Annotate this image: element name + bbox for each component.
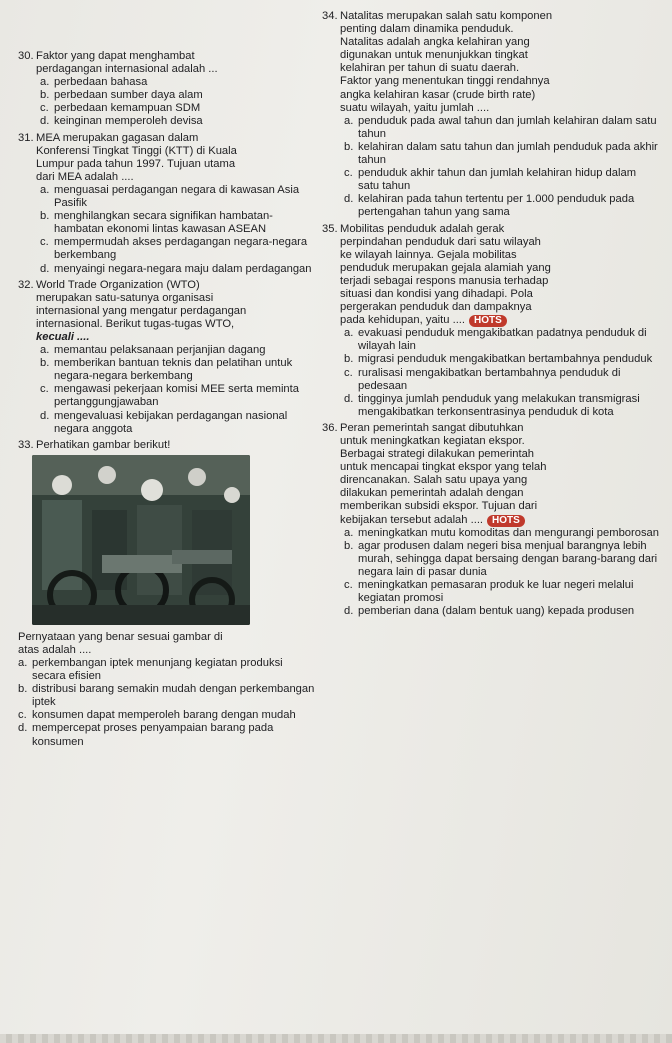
answer-option[interactable]: [340, 141, 660, 167]
option-letter: c.: [40, 236, 49, 249]
option-letter: d.: [40, 115, 50, 128]
option-letter: c.: [344, 579, 353, 592]
answer-option[interactable]: [340, 327, 660, 353]
option-letter: a.: [344, 526, 354, 539]
hots-badge: HOTS: [469, 315, 507, 327]
answer-option[interactable]: [36, 102, 316, 115]
option-letter: b.: [40, 210, 50, 223]
option-letter: a.: [40, 344, 50, 357]
option-text: perbedaan kemampuan SDM: [54, 102, 201, 115]
option-text: mengawasi pekerjaan komisi MEE serta meminta pertanggungjawaban: [54, 383, 299, 409]
answer-option[interactable]: [36, 115, 316, 128]
option-text: memberikan bantuan teknis dan pelatihan untuk negara-negara berkembang: [54, 357, 293, 383]
question-stem-line: direncanakan. Salah satu upaya yang: [340, 474, 528, 487]
answer-option[interactable]: [340, 540, 660, 579]
option-text: perbedaan sumber daya alam: [54, 89, 203, 102]
answer-option[interactable]: [36, 236, 316, 262]
motorcycle-assembly-photo: [32, 455, 250, 625]
answer-option[interactable]: [340, 115, 660, 141]
question-33: [18, 439, 316, 749]
question-stem-line: [340, 314, 660, 327]
question-31: [18, 132, 316, 276]
option-text: penduduk pada awal tahun dan jumlah kelahiran dalam satu tahun: [358, 114, 657, 140]
hots-badge: HOTS: [487, 515, 525, 527]
question-stem-line: Lumpur pada tahun 1997. Tujuan utama: [36, 157, 236, 170]
option-text: kelahiran dalam satu tahun dan jumlah penduduk pada akhir tahun: [358, 140, 658, 167]
question-stem-line: MEA merupakan gagasan dalam: [36, 131, 199, 144]
option-letter: c.: [344, 167, 353, 180]
question-stem-text: kebijakan tersebut adalah ....: [340, 513, 484, 526]
option-text: penduduk akhir tahun dan jumlah kelahiran hidup dalam satu tahun: [358, 167, 637, 193]
option-text: menghilangkan secara signifikan hambatan-hambatan ekonomi lintas kawasan ASEAN: [54, 210, 273, 236]
option-text: keinginan memperoleh devisa: [54, 115, 203, 128]
question-stem-line: dari MEA adalah ....: [36, 170, 134, 183]
question-stem-line: Natalitas adalah angka kelahiran yang: [340, 36, 530, 49]
option-text: agar produsen dalam negeri bisa menjual barangnya lebih murah, sehingga dapat bersaing dengan barang-barang dari negara lain di pasar dunia: [358, 539, 658, 578]
question-stem-emphasis: kecuali ....: [36, 330, 90, 343]
question-stem-line: Pernyataan yang benar sesuai gambar di: [18, 630, 223, 643]
question-stem-line: pergerakan penduduk dan dampaknya: [340, 301, 532, 314]
option-letter: a.: [344, 114, 354, 127]
answer-option[interactable]: [340, 579, 660, 605]
option-letter: d.: [344, 392, 354, 405]
question-number: 33.: [18, 438, 34, 451]
option-letter: d.: [344, 605, 354, 618]
answer-option[interactable]: [340, 367, 660, 393]
option-text: ruralisasi mengakibatkan bertambahnya penduduk di pedesaan: [358, 366, 621, 392]
option-letter: d.: [40, 409, 50, 422]
question-stem-line: angka kelahiran kasar (crude birth rate): [340, 88, 536, 101]
option-letter: b.: [18, 683, 28, 696]
option-text: menyaingi negara-negara maju dalam perdagangan: [54, 262, 312, 275]
question-stem-line: dilakukan pemerintah adalah dengan: [340, 487, 524, 500]
question-stem-line: Berbagai strategi dilakukan pemerintah: [340, 448, 535, 461]
question-stem-line: Faktor yang menentukan tinggi rendahnya: [340, 75, 550, 88]
answer-option[interactable]: [36, 210, 316, 236]
right-column: [322, 10, 660, 621]
option-text: migrasi penduduk mengakibatkan bertambahnya penduduk: [358, 353, 653, 366]
question-stem-text: pada kehidupan, yaitu ....: [340, 314, 466, 327]
question-stem-line: Natalitas merupakan salah satu komponen: [340, 10, 553, 22]
option-letter: b.: [40, 357, 50, 370]
option-text: kelahiran pada tahun tertentu per 1.000 penduduk pada pertengahan tahun yang sama: [358, 193, 635, 219]
question-number: 30.: [18, 50, 34, 62]
answer-option[interactable]: [18, 722, 316, 748]
answer-option[interactable]: [36, 410, 316, 436]
question-34: [322, 10, 660, 220]
answer-option[interactable]: [36, 89, 316, 102]
question-stem-line: terjadi sebagai respons manusia terhadap: [340, 274, 549, 287]
option-text: tingginya jumlah penduduk yang melakukan transmigrasi mengakibatkan terkonsentrasinya penduduk di kota: [358, 392, 640, 418]
option-text: mengevaluasi kebijakan perdagangan nasional negara anggota: [54, 409, 288, 435]
question-stem-line: penting dalam dinamika penduduk.: [340, 23, 514, 36]
question-stem-line: perdagangan internasional adalah ...: [36, 63, 218, 76]
answer-option[interactable]: [36, 357, 316, 383]
photo-illustration: [32, 455, 250, 625]
option-text: memantau pelaksanaan perjanjian dagang: [54, 344, 266, 357]
answer-option[interactable]: [36, 76, 316, 89]
option-letter: a.: [18, 657, 28, 669]
answer-option[interactable]: [340, 193, 660, 219]
question-stem-line: Konferensi Tingkat Tinggi (KTT) di Kuala: [36, 144, 237, 157]
left-column: [18, 50, 316, 752]
answer-option[interactable]: [18, 683, 316, 709]
question-number: 31.: [18, 131, 34, 144]
option-letter: d.: [40, 262, 50, 275]
answer-option[interactable]: [36, 344, 316, 357]
option-letter: c.: [40, 383, 49, 396]
question-stem-line: situasi dan kondisi yang dihadapi. Pola: [340, 287, 533, 300]
question-stem-line: Faktor yang dapat menghambat: [36, 50, 195, 62]
option-text: mempercepat proses penyampaian barang pada konsumen: [32, 722, 274, 748]
question-stem-line: merupakan satu-satunya organisasi: [36, 291, 214, 304]
option-letter: b.: [344, 539, 354, 552]
option-text: pemberian dana (dalam bentuk uang) kepada produsen: [358, 605, 635, 618]
question-stem-line: ke wilayah lainnya. Gejala mobilitas: [340, 248, 517, 261]
option-letter: c.: [40, 102, 49, 115]
option-letter: c.: [344, 366, 353, 379]
page-bottom-edge: [0, 1034, 672, 1043]
question-number: 34.: [322, 10, 338, 22]
answer-option[interactable]: [340, 353, 660, 366]
question-number: 36.: [322, 421, 338, 434]
question-36: [322, 422, 660, 618]
question-stem-line: penduduk merupakan gejala alamiah yang: [340, 261, 551, 274]
question-stem-line: Peran pemerintah sangat dibutuhkan: [340, 421, 524, 434]
option-text: konsumen dapat memperoleh barang dengan mudah: [32, 709, 296, 722]
answer-option[interactable]: [36, 383, 316, 409]
answer-option[interactable]: [36, 263, 316, 276]
answer-option[interactable]: [340, 393, 660, 419]
answer-option[interactable]: [18, 657, 316, 683]
option-letter: c.: [18, 709, 27, 722]
option-text: evakuasi penduduk mengakibatkan padatnya penduduk di wilayah lain: [358, 327, 647, 353]
question-stem-line: digunakan untuk menunjukkan tingkat: [340, 49, 528, 62]
answer-option[interactable]: [18, 709, 316, 722]
question-stem-line: perpindahan penduduk dari satu wilayah: [340, 235, 541, 248]
option-letter: a.: [40, 76, 50, 89]
question-35: [322, 223, 660, 419]
question-32: [18, 279, 316, 436]
question-stem-line: internasional. Berikut tugas-tugas WTO,: [36, 317, 235, 330]
question-stem-line: untuk meningkatkan kegiatan ekspor.: [340, 435, 525, 447]
option-text: mempermudah akses perdagangan negara-negara berkembang: [54, 236, 308, 262]
option-letter: a.: [40, 183, 50, 196]
question-stem-line: World Trade Organization (WTO): [36, 278, 200, 291]
question-stem-line: Mobilitas penduduk adalah gerak: [340, 222, 505, 235]
question-stem-line: suatu wilayah, yaitu jumlah ....: [340, 101, 490, 114]
question-stem-line: untuk mencapai tingkat ekspor yang telah: [340, 461, 547, 474]
option-letter: d.: [18, 722, 28, 735]
option-letter: b.: [344, 140, 354, 153]
answer-option[interactable]: [340, 605, 660, 618]
question-stem-line: internasional yang mengatur perdagangan: [36, 304, 247, 317]
option-text: perkembangan iptek menunjang kegiatan produksi secara efisien: [32, 657, 283, 683]
option-text: perbedaan bahasa: [54, 76, 148, 89]
question-number: 35.: [322, 222, 338, 235]
question-stem-line: [340, 514, 660, 527]
question-stem-line: Perhatikan gambar berikut!: [36, 438, 171, 451]
option-letter: b.: [40, 89, 50, 102]
question-stem-line: kelahiran per tahun di suatu daerah.: [340, 62, 520, 75]
option-text: distribusi barang semakin mudah dengan perkembangan iptek: [32, 683, 315, 709]
option-letter: b.: [344, 353, 354, 366]
option-letter: a.: [344, 327, 354, 340]
question-stem-line: memberikan subsidi ekspor. Tujuan dari: [340, 500, 538, 513]
option-text: menguasai perdagangan negara di kawasan Asia Pasifik: [54, 183, 300, 210]
option-text: meningkatkan mutu komoditas dan mengurangi pemborosan: [358, 526, 659, 539]
question-number: 32.: [18, 278, 34, 291]
question-stem-line: atas adalah ....: [18, 643, 92, 656]
answer-option[interactable]: [340, 167, 660, 193]
question-30: [18, 50, 316, 129]
option-text: meningkatkan pemasaran produk ke luar negeri melalui kegiatan promosi: [358, 579, 634, 605]
answer-option[interactable]: [36, 184, 316, 210]
answer-option[interactable]: [340, 527, 660, 540]
option-letter: d.: [344, 193, 354, 206]
